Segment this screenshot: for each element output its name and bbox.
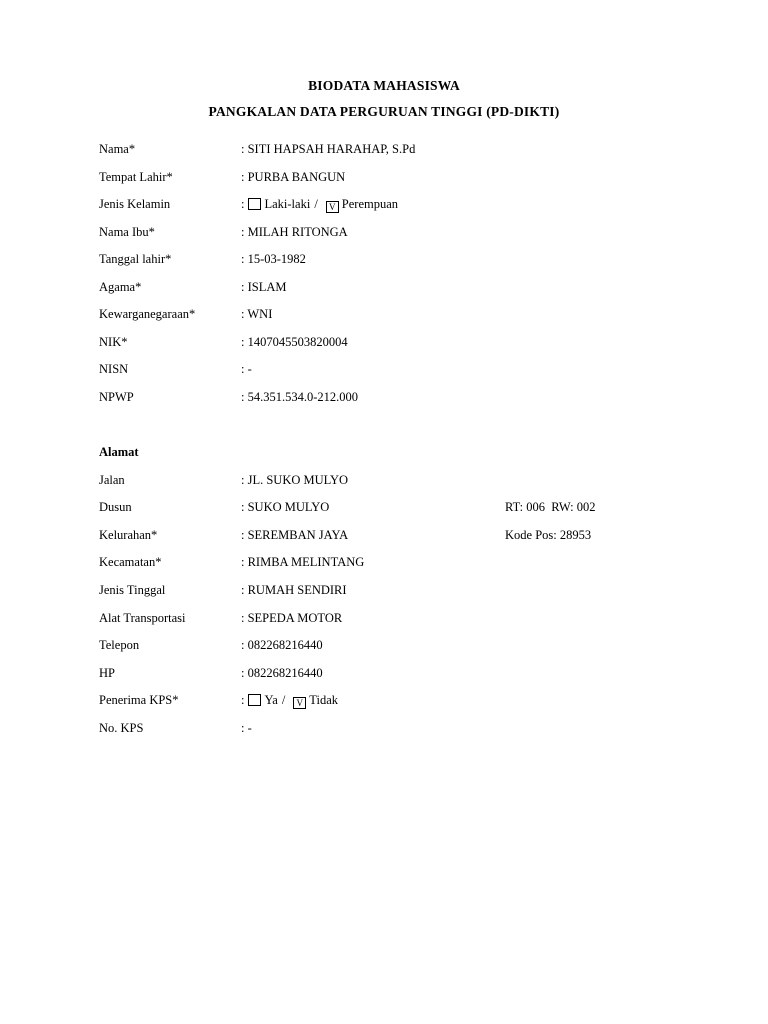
field-label: HP bbox=[99, 666, 115, 680]
field-label: Alat Transportasi bbox=[99, 611, 186, 625]
field-value: : WNI bbox=[241, 307, 273, 321]
field-label: Telepon bbox=[99, 638, 140, 652]
field-value: : SUKO MULYO bbox=[241, 500, 330, 514]
field-value: : PURBA BANGUN bbox=[241, 170, 346, 184]
field-value: : - bbox=[241, 362, 252, 376]
field-alat-transportasi bbox=[0, 611, 768, 629]
field-value: : RUMAH SENDIRI bbox=[241, 583, 347, 597]
field-label: Penerima KPS* bbox=[99, 693, 179, 707]
field-nama-ibu bbox=[0, 225, 768, 243]
field-value: : 1407045503820004 bbox=[241, 335, 348, 349]
field-agama bbox=[0, 280, 768, 298]
document-title: BIODATA MAHASISWA bbox=[308, 78, 460, 93]
field-label: No. KPS bbox=[99, 721, 144, 735]
field-label: Kewarganegaraan* bbox=[99, 307, 196, 321]
field-kode-pos: Kode Pos: 28953 bbox=[505, 528, 592, 542]
field-label: NPWP bbox=[99, 390, 134, 404]
field-label: Jalan bbox=[99, 473, 125, 487]
field-value: : ISLAM bbox=[241, 280, 287, 294]
checkbox-laki-laki bbox=[248, 198, 261, 210]
field-value: : SEPEDA MOTOR bbox=[241, 611, 343, 625]
option-ya-label: Ya bbox=[264, 693, 278, 707]
option-tidak-label: Tidak bbox=[309, 693, 339, 707]
field-value: : 54.351.534.0-212.000 bbox=[241, 390, 359, 404]
field-label: NIK* bbox=[99, 335, 128, 349]
field-value: : - bbox=[241, 721, 252, 735]
field-tanggal-lahir bbox=[0, 252, 768, 270]
field-jenis-tinggal bbox=[0, 583, 768, 601]
field-value: : SEREMBAN JAYA bbox=[241, 528, 349, 542]
field-label: Dusun bbox=[99, 500, 132, 514]
field-label: Kelurahan* bbox=[99, 528, 158, 542]
field-jalan bbox=[0, 473, 768, 491]
field-npwp bbox=[0, 390, 768, 408]
field-value: : 15-03-1982 bbox=[241, 252, 306, 266]
field-label: Kecamatan* bbox=[99, 555, 162, 569]
option-separator: / bbox=[281, 693, 286, 707]
field-value: : MILAH RITONGA bbox=[241, 225, 348, 239]
field-value: : 082268216440 bbox=[241, 666, 323, 680]
field-value: : JL. SUKO MULYO bbox=[241, 473, 349, 487]
option-perempuan-label: Perempuan bbox=[341, 197, 399, 211]
field-penerima-kps bbox=[0, 693, 768, 711]
field-value: : SITI HAPSAH HARAHAP, S.Pd bbox=[241, 142, 416, 156]
field-label: NISN bbox=[99, 362, 129, 376]
field-value: : 082268216440 bbox=[241, 638, 323, 652]
checkbox-perempuan: V bbox=[326, 201, 339, 213]
checkbox-tidak: V bbox=[293, 697, 306, 709]
option-separator: / bbox=[314, 197, 318, 211]
field-label: Agama* bbox=[99, 280, 142, 294]
field-label: Nama Ibu* bbox=[99, 225, 155, 239]
field-nik bbox=[0, 335, 768, 353]
document-subtitle: PANGKALAN DATA PERGURUAN TINGGI (PD-DIKTI) bbox=[208, 104, 560, 119]
option-laki-laki-label: Laki-laki bbox=[264, 197, 311, 211]
field-colon: : bbox=[241, 197, 245, 211]
field-colon: : bbox=[241, 693, 245, 707]
field-label: Jenis Tinggal bbox=[99, 583, 166, 597]
field-hp bbox=[0, 666, 768, 684]
field-label: Tanggal lahir* bbox=[99, 252, 172, 266]
field-telepon bbox=[0, 638, 768, 656]
field-jenis-kelamin bbox=[0, 197, 768, 215]
field-kecamatan bbox=[0, 555, 768, 573]
field-label: Nama* bbox=[99, 142, 136, 156]
field-no-kps bbox=[0, 721, 768, 739]
field-kelurahan bbox=[0, 528, 768, 546]
field-value: : RIMBA MELINTANG bbox=[241, 555, 365, 569]
kps-options bbox=[241, 693, 338, 709]
field-label: Tempat Lahir* bbox=[99, 170, 173, 184]
field-nisn bbox=[0, 362, 768, 380]
field-dusun bbox=[0, 500, 768, 518]
gender-options bbox=[241, 197, 398, 213]
field-tempat-lahir bbox=[0, 170, 768, 188]
field-rt-rw: RT: 006 RW: 002 bbox=[505, 500, 596, 514]
field-nama bbox=[0, 142, 768, 160]
checkbox-ya bbox=[248, 694, 261, 706]
field-label: Jenis Kelamin bbox=[99, 197, 171, 211]
section-heading-alamat: Alamat bbox=[99, 445, 139, 459]
field-kewarganegaraan bbox=[0, 307, 768, 325]
